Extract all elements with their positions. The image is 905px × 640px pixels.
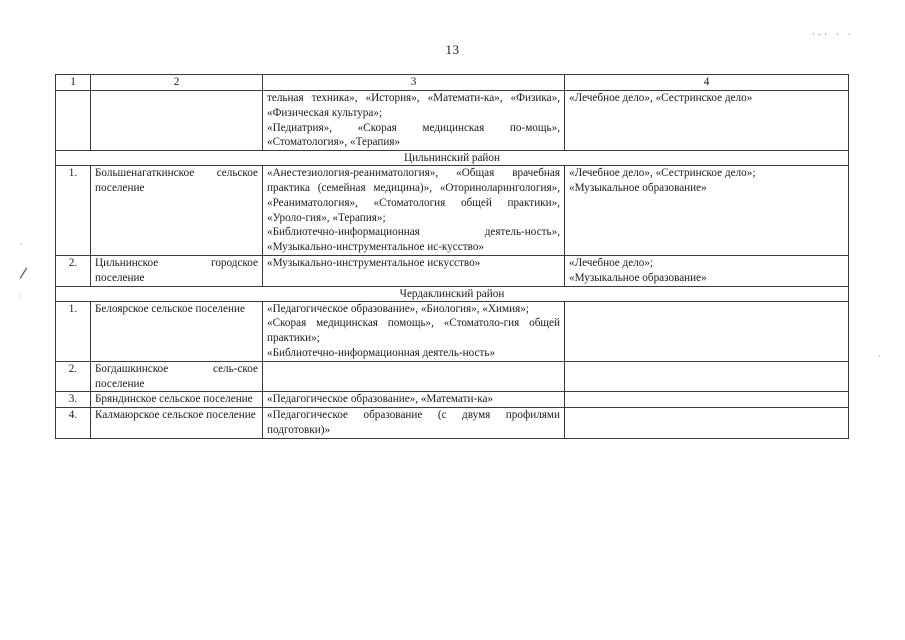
table-row	[56, 361, 849, 392]
row-number: 1.	[56, 166, 91, 256]
settlement-name	[91, 91, 263, 151]
row-number: 4.	[56, 408, 91, 439]
scan-artifact: ·-· · ·	[812, 30, 854, 40]
settlement-name: Белоярское сельское поселение	[91, 301, 263, 361]
table-row	[56, 392, 849, 408]
table-row	[56, 91, 849, 151]
professions-cell	[565, 91, 849, 151]
specialties-cell	[263, 166, 565, 256]
column-header-number: 1	[56, 75, 91, 91]
profession-paragraph: «Музыкальное образование»	[569, 271, 707, 284]
region-row	[56, 151, 849, 166]
table-row	[56, 408, 849, 439]
specialties-cell	[263, 361, 565, 392]
professions-cell	[565, 255, 849, 286]
specialty-paragraph: «Педиатрия», «Скорая медицинская по-мощь», «Стоматология», «Терапия»	[267, 121, 560, 149]
scan-artifact: ·	[18, 292, 21, 301]
column-header-settlement: 2	[91, 75, 263, 91]
settlement-name: Бряндинское сельское поселение	[91, 392, 263, 408]
professions-cell	[565, 301, 849, 361]
table-body	[56, 75, 849, 439]
table-header-row	[56, 75, 849, 91]
row-number: 1.	[56, 301, 91, 361]
specialty-paragraph: тельная техника», «История», «Математи-ка», «Физика», «Физическая культура»;	[267, 92, 560, 119]
specialty-paragraph: «Педагогическое образование (с двумя профилями подготовки)»	[267, 409, 560, 436]
specialty-paragraph: «Анестезиология-реаниматология», «Общая врачебная практика (семейная медицина)», «Оториноларингология», «Реаниматология», «Стоматология общей практики», «Уроло-гия», «Терапия»;	[267, 167, 560, 224]
settlement-name: Цильнинское городское поселение	[91, 255, 263, 286]
professions-cell	[565, 392, 849, 408]
profession-paragraph: «Музыкальное образование»	[569, 181, 707, 194]
scan-artifact: ·	[20, 240, 23, 249]
scan-artifact: /	[18, 263, 29, 283]
specialties-cell	[263, 301, 565, 361]
specialty-paragraph: «Музыкально-инструментальное искусство»	[267, 256, 481, 269]
region-title: Цильнинский район	[56, 151, 849, 166]
scan-artifact: ·	[878, 352, 881, 361]
specialties-cell	[263, 255, 565, 286]
specialty-paragraph: «Педагогическое образование», «Математи-ка»	[267, 393, 494, 406]
specialty-paragraph: «Скорая медицинская помощь», «Стоматоло-гия общей практики»;	[267, 317, 560, 345]
professions-cell	[565, 361, 849, 392]
settlement-name: Большенагаткинское сельское поселение	[91, 166, 263, 256]
profession-paragraph: «Лечебное дело», «Сестринское дело»;	[569, 167, 756, 180]
row-number	[56, 91, 91, 151]
professions-cell	[565, 166, 849, 256]
table-row	[56, 255, 849, 286]
table-row	[56, 301, 849, 361]
row-number: 3.	[56, 392, 91, 408]
row-number: 2.	[56, 361, 91, 392]
settlement-name: Богдашкинское сель-ское поселение	[91, 361, 263, 392]
specialty-paragraph: «Педагогическое образование», «Биология», «Химия»;	[267, 302, 529, 315]
page-number: 13	[445, 42, 460, 57]
profession-paragraph: «Лечебное дело», «Сестринское дело»	[569, 92, 753, 104]
specialty-paragraph: «Библиотечно-информационная деятель-ность»	[267, 346, 496, 359]
row-number: 2.	[56, 255, 91, 286]
profession-paragraph: «Лечебное дело»;	[569, 256, 654, 269]
region-row	[56, 286, 849, 301]
professions-cell	[565, 408, 849, 439]
settlements-table	[55, 74, 849, 439]
settlement-name: Калмаюрское сельское поселение	[91, 408, 263, 439]
specialties-cell	[263, 91, 565, 151]
region-title: Чердаклинский район	[56, 286, 849, 301]
table-row	[56, 166, 849, 256]
specialties-cell	[263, 408, 565, 439]
column-header-specialties: 3	[263, 75, 565, 91]
specialty-paragraph: «Библиотечно-информационная деятель-ность», «Музыкально-инструментальное ис-кусство»	[267, 226, 560, 254]
specialties-cell	[263, 392, 565, 408]
column-header-professions: 4	[565, 75, 849, 91]
